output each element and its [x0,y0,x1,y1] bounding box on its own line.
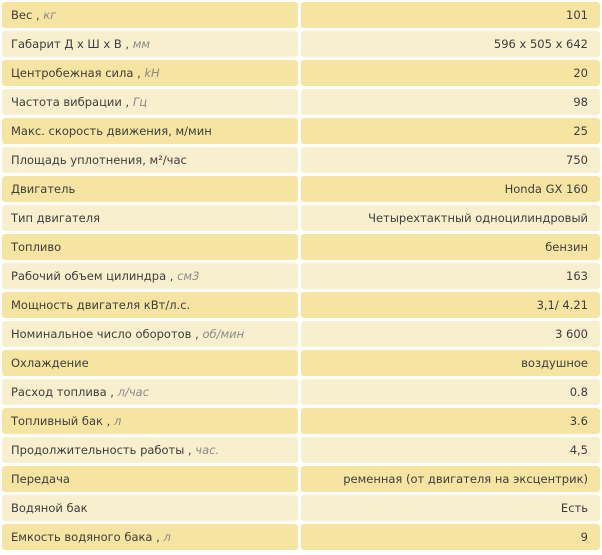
spec-table [2,2,600,550]
spec-value: Есть [301,495,600,521]
spec-label: Водяной бак [11,501,88,515]
spec-label: Продолжительность работы [11,443,185,457]
spec-value: 0.8 [301,379,600,405]
spec-value: воздушное [301,350,600,376]
spec-value: ременная (от двигателя на эксцентрик) [301,466,600,492]
spec-label-cell [2,466,298,492]
spec-row [2,379,600,405]
spec-row [2,466,600,492]
spec-label-cell [2,176,298,202]
spec-unit: л [113,414,122,428]
spec-label: Вес [11,8,33,22]
spec-unit: мм [132,37,151,51]
spec-value: 3.6 [301,408,600,434]
spec-value: 163 [301,263,600,289]
spec-row [2,437,600,463]
spec-label-cell [2,205,298,231]
spec-label: Макс. скорость движения, м/мин [11,124,212,138]
spec-unit: час. [195,443,220,457]
spec-label-cell: Емкость водяного бака , л [2,524,298,550]
spec-label-cell [2,495,298,521]
spec-row [2,524,600,550]
spec-unit: см3 [177,269,200,283]
spec-row [2,176,600,202]
spec-row [2,205,600,231]
spec-unit: л/час [117,385,150,399]
spec-label: Двигатель [11,182,76,196]
spec-label-cell: Вес , кг [2,2,298,28]
spec-row [2,292,600,318]
spec-unit: кг [43,8,57,22]
spec-value: Четырехтактный одноцилиндровый [301,205,600,231]
spec-label-cell: Рабочий объем цилиндра , см3 [2,263,298,289]
spec-row [2,234,600,260]
spec-row [2,263,600,289]
spec-label: Габарит Д х Ш х В [11,37,122,51]
spec-value: 25 [301,118,600,144]
spec-label-cell: Продолжительность работы , час. [2,437,298,463]
spec-row [2,31,600,57]
spec-label-cell [2,292,298,318]
spec-row [2,147,600,173]
spec-label-cell: Номинальное число оборотов , об/мин [2,321,298,347]
spec-value: 596 х 505 х 642 [301,31,600,57]
spec-label-cell: Топливный бак , л [2,408,298,434]
spec-row [2,89,600,115]
spec-value: 9 [301,524,600,550]
spec-label: Расход топлива [11,385,107,399]
spec-label-cell [2,147,298,173]
spec-label: Емкость водяного бака [11,530,153,544]
spec-label: Охлаждение [11,356,89,370]
spec-label: Передача [11,472,70,486]
spec-row [2,60,600,86]
spec-label-cell [2,118,298,144]
spec-label: Тип двигателя [11,211,101,225]
spec-value: Honda GX 160 [301,176,600,202]
spec-row [2,350,600,376]
spec-label: Площадь уплотнения, м²/час [11,153,187,167]
spec-label: Топливо [11,240,62,254]
spec-row [2,495,600,521]
spec-value: бензин [301,234,600,260]
spec-label: Мощность двигателя кВт/л.с. [11,298,191,312]
spec-value: 4,5 [301,437,600,463]
spec-value: 98 [301,89,600,115]
spec-value: 3 600 [301,321,600,347]
spec-label-cell: Центробежная сила , kH [2,60,298,86]
spec-value: 101 [301,2,600,28]
spec-label: Центробежная сила [11,66,134,80]
spec-label: Частота вибрации [11,95,122,109]
spec-label-cell: Габарит Д х Ш х В , мм [2,31,298,57]
spec-label-cell: Частота вибрации , Гц [2,89,298,115]
spec-value: 3,1/ 4.21 [301,292,600,318]
spec-unit: об/мин [202,327,245,341]
spec-row [2,321,600,347]
spec-unit: Гц [132,95,148,109]
spec-value: 750 [301,147,600,173]
spec-label-cell [2,350,298,376]
spec-label: Рабочий объем цилиндра [11,269,167,283]
spec-label-cell [2,234,298,260]
spec-value: 20 [301,60,600,86]
spec-label: Номинальное число оборотов [11,327,192,341]
spec-label-cell: Расход топлива , л/час [2,379,298,405]
spec-label: Топливный бак [11,414,103,428]
spec-unit: л [163,530,171,544]
spec-row [2,2,600,28]
spec-unit: kH [144,66,160,80]
spec-row [2,408,600,434]
spec-row [2,118,600,144]
